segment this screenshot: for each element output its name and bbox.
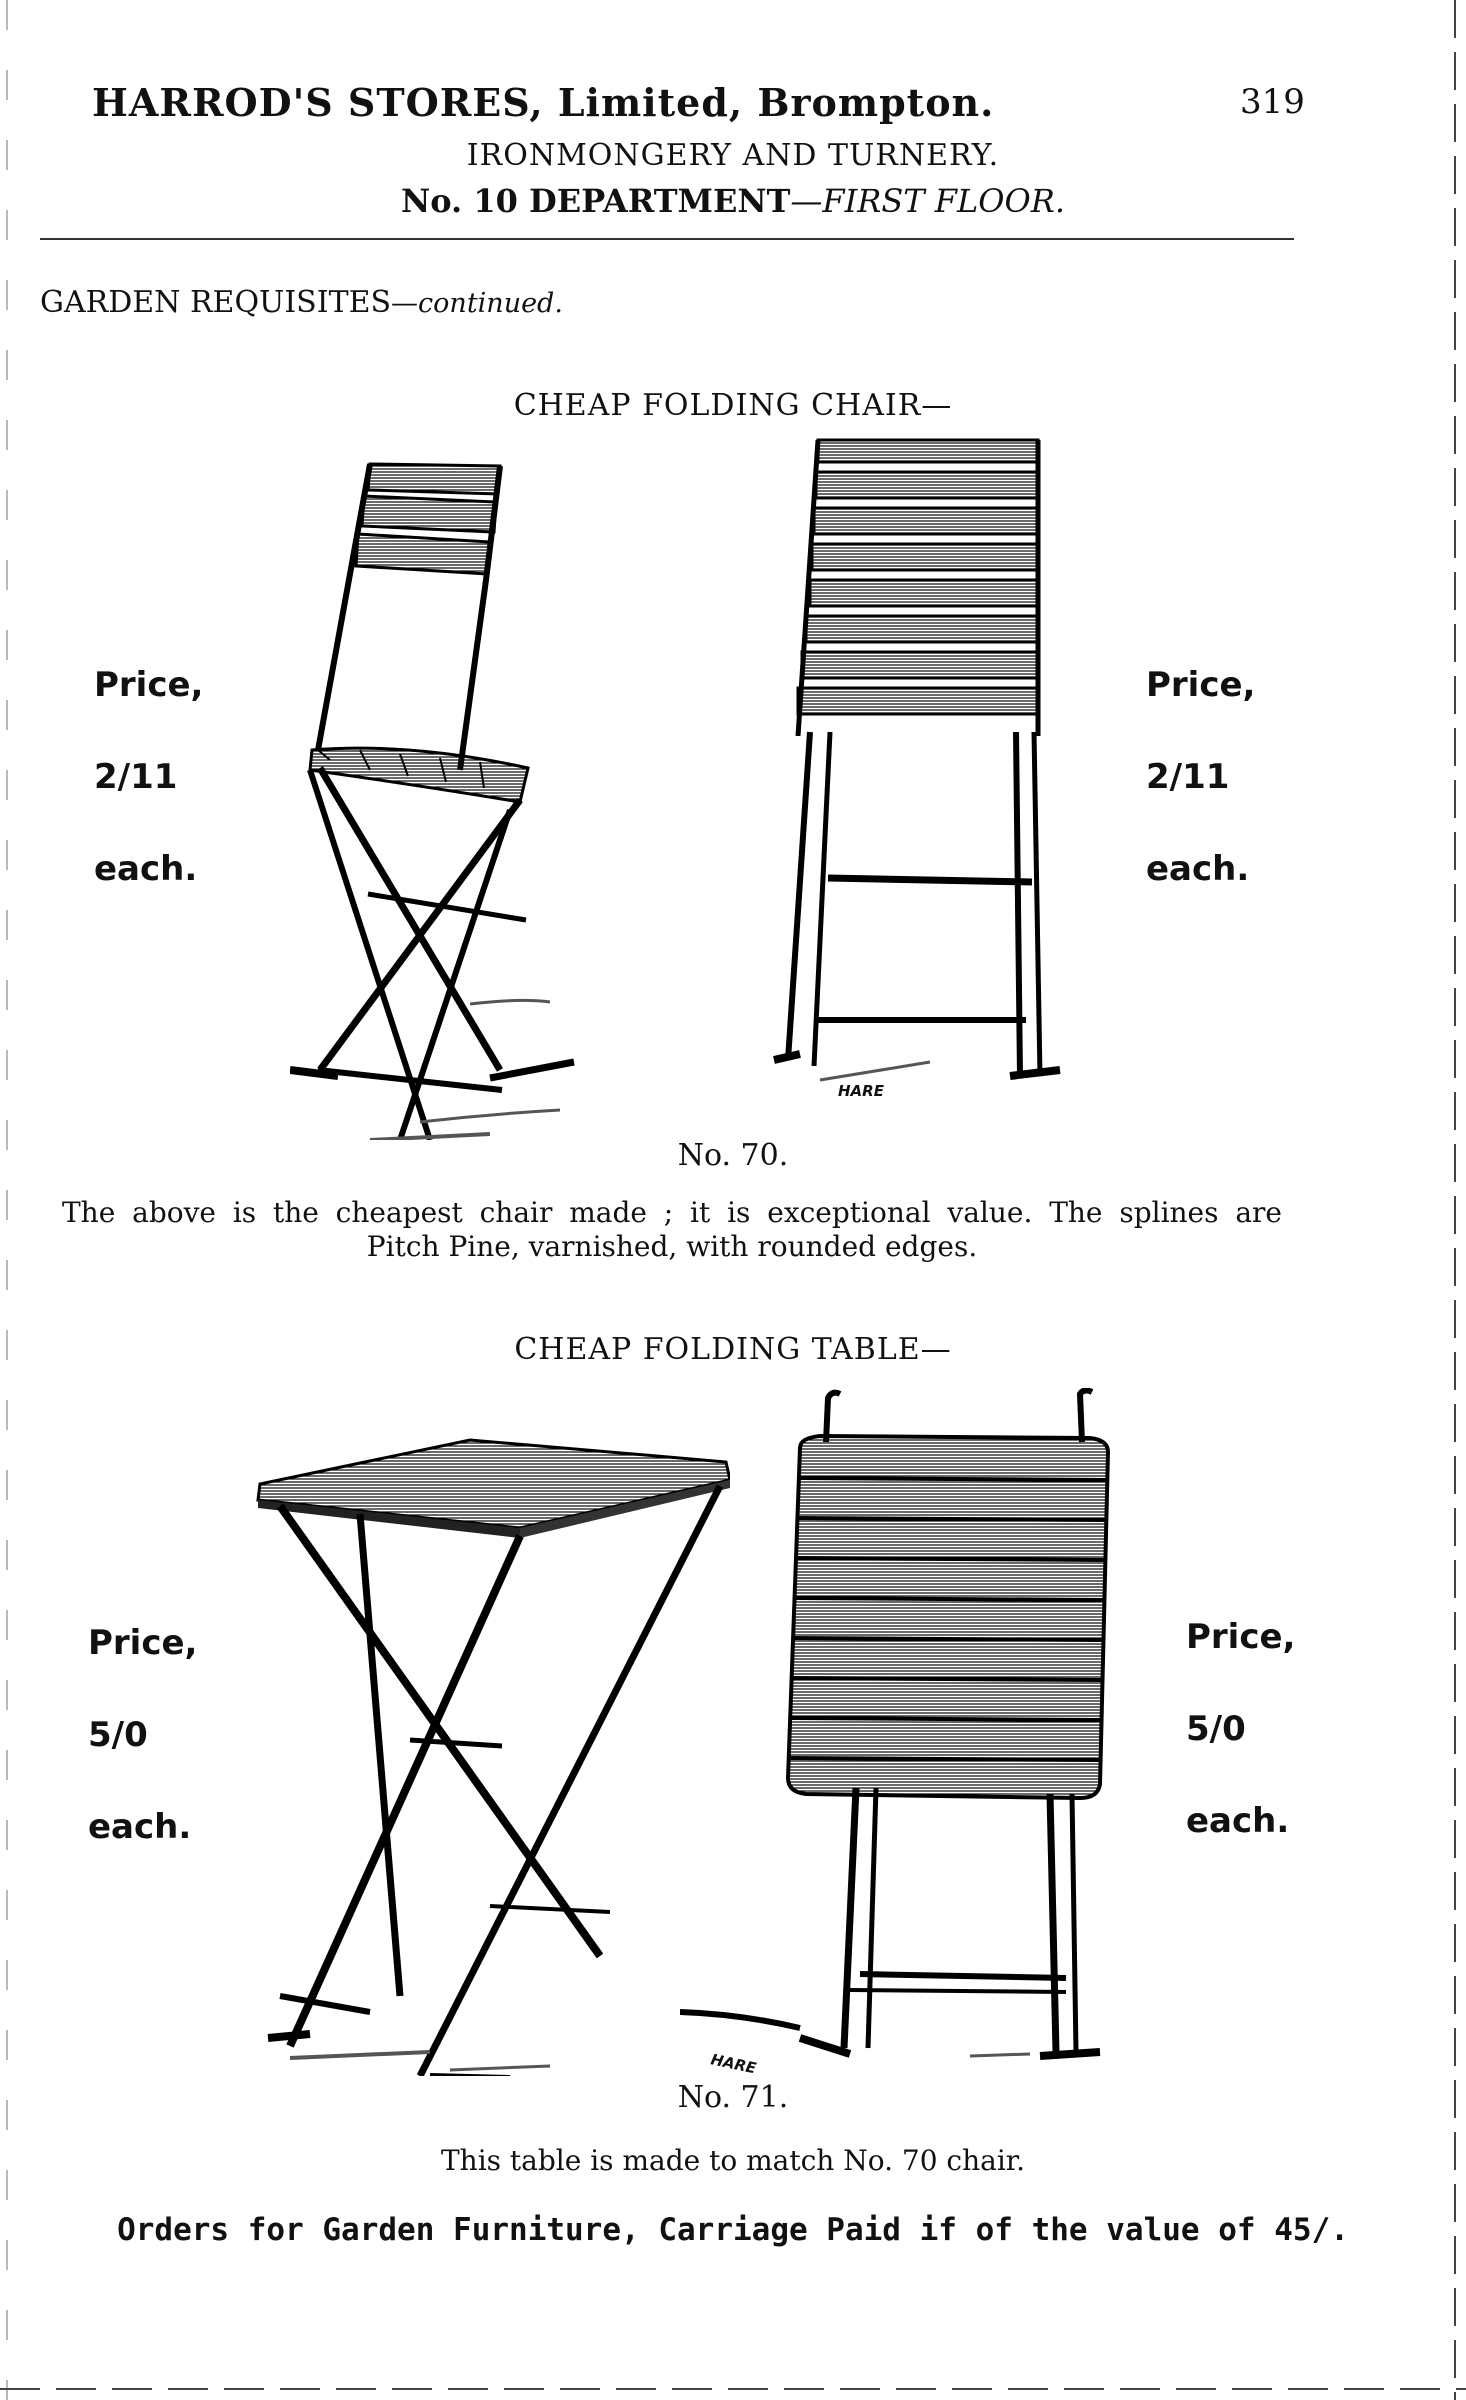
- table-description: This table is made to match No. 70 chair.: [441, 2144, 1025, 2177]
- page-edge-left: [6, 0, 8, 2400]
- store-name: HARROD'S STORES, Limited, Brompton.: [92, 80, 995, 125]
- chair-heading: CHEAP FOLDING CHAIR—: [513, 388, 953, 423]
- page-number: 319: [1240, 82, 1305, 122]
- price-label: Price,: [94, 665, 204, 705]
- folded-table-illustration: [680, 1388, 1110, 2078]
- section-title-text: GARDEN REQUISITES: [40, 285, 392, 320]
- price-label: Price,: [88, 1623, 198, 1663]
- price-amount: 5/0: [1186, 1709, 1246, 1749]
- price-label: Price,: [1186, 1617, 1296, 1657]
- price-amount: 5/0: [88, 1715, 148, 1755]
- chair-description-line2: Pitch Pine, varnished, with rounded edges.: [366, 1230, 978, 1263]
- table-item-number: No. 71.: [677, 2080, 789, 2115]
- page-edge-right: [1454, 0, 1456, 2400]
- chair-description-line1: The above is the cheapest chair made ; it is exceptional value. The splines are: [62, 1196, 1282, 1229]
- folded-chair-illustration: [770, 436, 1090, 1108]
- department-line: [0, 182, 1466, 220]
- footer-note: Orders for Garden Furniture, Carriage Paid if of the value of 45/.: [117, 2212, 1349, 2248]
- price-unit: each.: [88, 1807, 192, 1847]
- table-engraver-mark: HARE: [709, 2050, 758, 2078]
- chair-price-right: [1146, 665, 1296, 898]
- price-amount: 2/11: [94, 757, 178, 797]
- page-edge-bottom: [0, 2388, 1466, 2390]
- table-heading: CHEAP FOLDING TABLE—: [514, 1332, 952, 1367]
- price-amount: 2/11: [1146, 757, 1230, 797]
- chair-item-number: No. 70.: [677, 1138, 789, 1173]
- chair-price-left: [94, 665, 244, 898]
- chair-description: [62, 1196, 1282, 1264]
- department-label: No. 10 DEPARTMENT: [401, 182, 791, 220]
- price-label: Price,: [1146, 665, 1256, 705]
- price-unit: each.: [1186, 1801, 1290, 1841]
- section-title: [40, 285, 563, 320]
- department-subtitle: IRONMONGERY AND TURNERY.: [466, 138, 1000, 173]
- open-chair-illustration: [290, 450, 760, 1140]
- table-price-left: [88, 1623, 238, 1856]
- chair-engraver-mark: HARE: [838, 1082, 884, 1100]
- price-unit: each.: [1146, 849, 1250, 889]
- section-continued: —continued.: [391, 288, 563, 319]
- department-floor: —FIRST FLOOR.: [790, 182, 1065, 220]
- table-price-right: [1186, 1617, 1336, 1850]
- open-table-illustration: [250, 1436, 730, 2076]
- price-unit: each.: [94, 849, 198, 889]
- header-rule: [40, 238, 1294, 240]
